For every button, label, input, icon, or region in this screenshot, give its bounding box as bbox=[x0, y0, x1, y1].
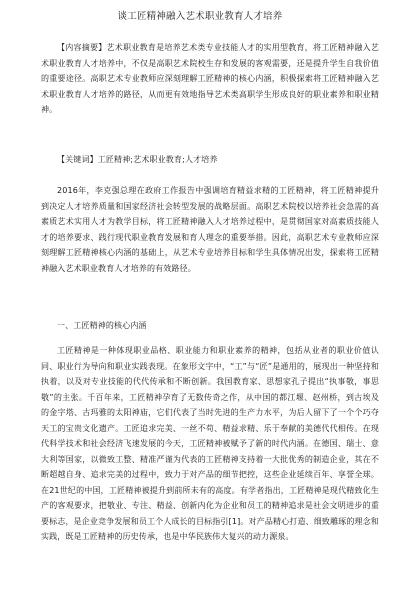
abstract-paragraph: 【内容摘要】艺术职业教育是培养艺术类专业技能人才的实用型教育，将工匠精神融入艺术职业教育人才培养中，不仅是高职艺术院校生存和发展的客观需要，还是提升学生自我价值的重要途径。高职艺术专业教师应深刻理解工匠精神的核心内涵，积极探索将工匠精神融入艺术职业教育人才培养的路径，从而更有效地指导艺术类高职学生形成良好的职业素养和职业精神。 bbox=[41, 43, 379, 114]
section-heading: 一、工匠精神的核心内涵 bbox=[57, 321, 147, 330]
article-title: 谈工匠精神融入艺术职业教育人才培养 bbox=[117, 11, 283, 22]
keywords-line: 【关键词】工匠精神;艺术职业教育;人才培养 bbox=[57, 155, 218, 164]
intro-paragraph: 2016年，李克强总理在政府工作报告中强调培育精益求精的工匠精神，将工匠精神提升到决定人才培养质量和国家经济社会转型发展的战略层面。高职艺术院校以培养社会急需的高素质艺术实用人才为教学目标，将工匠精神融入人才培养过程中，是贯彻国家对高素质技能人才的培养要求、践行现代职业教育发展和育人理念的重要举措。因此，高职艺术专业教师应深刻理解工匠精神核心内涵的基础上，从艺术专业培养目标和学生具体情况出发，探索将工匠精神融入艺术职业教育人才培养的有效路径。 bbox=[41, 186, 379, 273]
section-body-paragraph: 工匠精神是一种体现职业品格、职业能力和职业素养的精神，包括从业者的职业价值认同、职业行为导向和职业实践表现。在象形文字中，“工”与“匠”是通用的，展现出一种坚持和执着，以及对专业技能的代代传承和不断创新。我国教育家、思想家孔子提出“执事敬，事思敬”的主张。千百年来，工匠精神孕育了无数传奇之作，从中国的都江堰、赵州桥，到古埃及的金字塔、古玛雅的太阳神庙，它们代表了当时先进的生产力水平，为后人留下了一个个巧夺天工的宝贵文化遗产。工匠追求完美、一丝不苟、精益求精、乐于奉献的美德代代相传。在现代科学技术和社会经济飞速发展的今天，工匠精神被赋予了新的时代内涵。在德国、瑞士、意大利等国家，以微致工整、精准严谨为代表的工匠精神支持着一大批优秀的制造企业，其在不断超越自身、追求完美的过程中，致力于对产品的细节把控，这些企业延续百年、享誉全球。在21世纪的中国，工匠精神被提升到前所未有的高度。有学者指出，工匠精神是现代精致化生产的客观要求，把敬业、专注、精益、创新内化为企业和员工的精神追求是社会文明进步的重要标志，是企业竞争发展和员工个人成长的目标指引[1]。对产品精心打造、细致雕琢的理念和实践，既是工匠精神的历史传承，也是中华民族伟大复兴的动力源泉。 bbox=[41, 346, 379, 541]
